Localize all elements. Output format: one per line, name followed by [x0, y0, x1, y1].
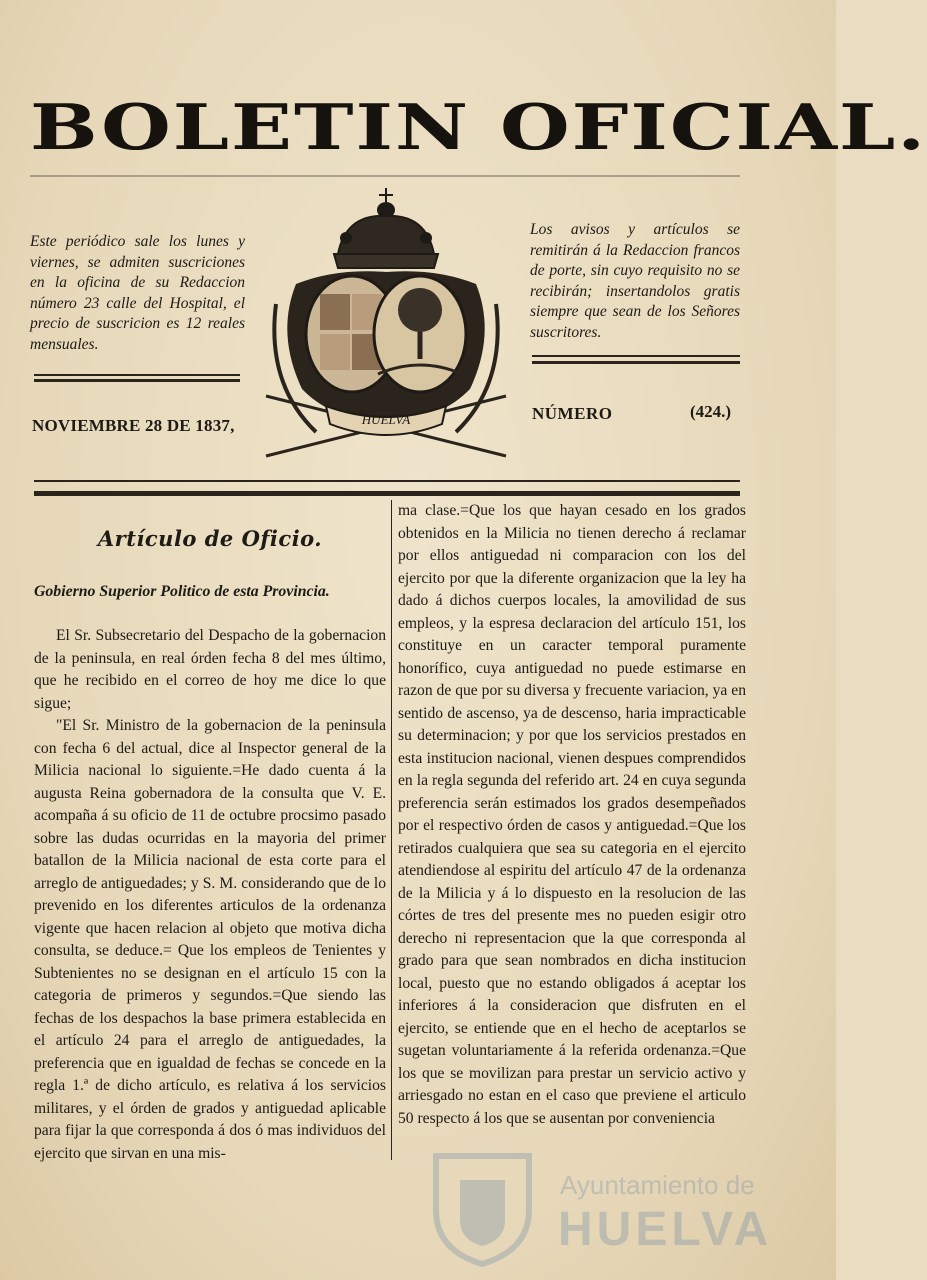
article-subheading: Gobierno Superior Politico de esta Provincia.	[34, 582, 330, 600]
royal-crest-icon	[256, 184, 516, 474]
paragraph: "El Sr. Ministro de la gobernacion de la peninsula con fecha 6 del actual, dice al Inspector general de la Milicia nacional lo siguiente.=He dado cuenta á la augusta Reina gobernadora de la consulta que V. E. acompaña á su oficio de 11 de octubre procsimo pasado sobre las dudas ocurridas en la mayoria del primer batallon de la Milicia nacional de esta corte para el arreglo de antiguedades; y S. M. considerando que de lo prevenido en los diferentes articulos de la ordenanza vigente que hacen relacion al objeto que motiva dicha consulta, se deduce.= Que los empleos de Tenientes y Subtenientes no se designan en el artículo 15 con la categoria de primeros y segundos.=Que siendo las fechas de los despachos la base primera establecida en el artículo 24 para el arreglo de antiguedades, la preferencia que en igualdad de fechas se concede en la regla 1.ª de dicho artículo, es relativa á los servicios militares, y el órden de grados y antiguedad aplicable para fijar la que corresponda á dos ó mas individuos del ejercito que sirvan en una mis-	[34, 717, 386, 1162]
crest-ribbon-label: HUELVA	[361, 412, 411, 427]
divider-left	[34, 374, 240, 382]
right-column	[398, 500, 746, 1130]
issue-number-label: NÚMERO	[532, 404, 613, 423]
divider-right	[532, 355, 740, 364]
left-column	[34, 520, 386, 1165]
masthead-title: BOLETIN OFICIAL.	[30, 90, 927, 164]
paragraph: El Sr. Subsecretario del Despacho de la gobernacion de la peninsula, en real órden fecha 8 del mes último, que he recibido en el correo de hoy me dice lo que sigue;	[34, 627, 386, 712]
watermark-line2: HUELVA	[558, 1203, 773, 1256]
watermark-line1: Ayuntamiento de	[560, 1170, 755, 1200]
header-divider	[34, 480, 740, 496]
issue-date: NOVIEMBRE 28 DE 1837,	[32, 416, 235, 435]
submissions-notice: Los avisos y artículos se remitirán á la Redaccion francos de porte, sin cuyo requisito no se recibirán; insertandolos gratis siempre que sean de los Señores suscritores.	[530, 221, 740, 341]
subscription-notice: Este periódico sale los lunes y viernes, se admiten suscriciones en la oficina de su Redaccion número 23 calle del Hospital, el precio de suscricion es 12 reales mensuales.	[30, 233, 245, 353]
archive-watermark	[430, 1150, 773, 1270]
municipal-shield-icon	[430, 1150, 535, 1268]
paragraph: ma clase.=Que los que hayan cesado en los grados obtenidos en la Milicia no tienen derecho á reclamar por ellos antiguedad ni comparacion con los del ejercito por que la diferente organizacion que la ley ha dado á dichos cuerpos locales, la amovilidad de sus empleos, y la espresa declaracion del artículo 151, los constituye en un caracter temporal puramente honorífico, cuya antiguedad no puede estimarse en razon de que por su diversa y frecuente variacion, ya en sentido de ascenso, ya de descenso, haria impracticable su determinacion; y por que los servicios prestados en esta institucion nacional, vienen despues comprendidos en la regla segunda del referido art. 24 en cuya segunda preferencia serán estimados los grados desempeñados por el respectivo órden de casos y antiguedad.=Que los retirados cualquiera que sea su categoria en el ejercito atendiendose al espiritu del artículo 47 de la ordenanza de la Milicia y á lo dispuesto en la resolucion de las córtes de tres del presente mes no pueden esigir otro derecho ni representacion que la que corresponda al grado para que sean nombrados en dicha institucion local, puesto que no estando obligados á aceptar los inferiores á la consideracion que disfruten en el ejercito, se entiende que en el hecho de aceptarlos se sugetan voluntariamente á la referida ordenanza.=Que los que se movilizan para prestar un servicio activo y arriesgado no estan en el caso que previene el articulo 50 respecto á los que se ausentan por conveniencia	[398, 502, 746, 1127]
masthead-rule	[30, 175, 740, 177]
issue-number-value: (424.)	[690, 402, 732, 421]
section-heading: Artículo de Oficio.	[97, 526, 323, 551]
column-divider	[391, 500, 392, 1160]
